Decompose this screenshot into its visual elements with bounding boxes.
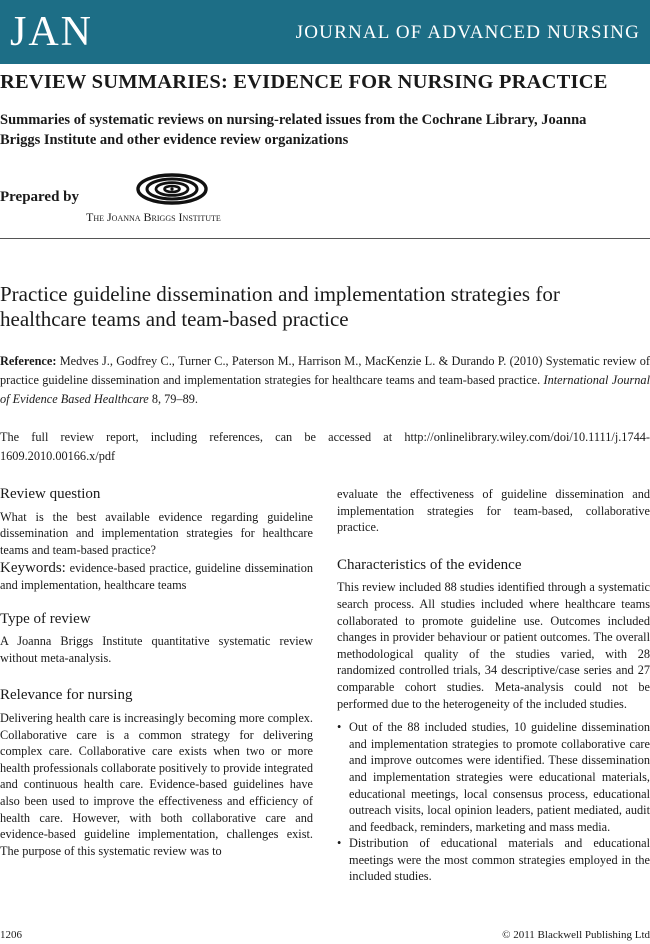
review-question-text: What is the best available evidence regarding guideline dissemination and implementation strategies for healthcare teams and team-based practice? (0, 509, 313, 557)
type-of-review-text: A Joanna Briggs Institute quantitative systematic review without meta-analysis. (0, 634, 313, 665)
copyright: © 2011 Blackwell Publishing Ltd (502, 929, 650, 941)
review-question-heading: Review question (0, 486, 101, 502)
list-item: • Out of the 88 included studies, 10 guideline dissemination and implementation strategies to promote collaborative care and improve outcomes were identified. These dissemination and implementation strategies were educational materials, educational meetings, local consensus process, educational outreach visits, local opinion leaders, patient mediated, audit and feedback, reminders, marketing and mass media. (337, 719, 650, 835)
continued-text: evaluate the effectiveness of guideline dissemination and implementation strategies for team-based, collaborative practice. (337, 487, 650, 535)
characteristics-text: This review included 88 studies identified through a systematic search process. All studies included where healthcare teams collaborated to promote guideline use. Outcomes included changes in provider behaviour or patient outcomes. The overall methodological quality of the studies varied, with 28 randomized controlled trials, 34 descriptive/case series and 27 comparable cohort studies. Meta-analysis could not be performed due to the heterogeneity of the included studies. (337, 580, 650, 711)
journal-banner (0, 0, 650, 64)
right-column (337, 486, 650, 885)
characteristics-heading: Characteristics of the evidence (337, 556, 522, 573)
page-number: 1206 (0, 929, 22, 941)
reference-journal: International Journal of Evidence Based Healthcare (0, 373, 650, 406)
article-title: Practice guideline dissemination and implementation strategies for healthcare teams and team-based practice (0, 282, 560, 331)
keywords (0, 560, 313, 593)
prepared-by-label: Prepared by (0, 189, 80, 205)
list-item: • Distribution of educational materials and educational meetings were the most common strategies employed in the included studies. (337, 835, 650, 885)
journal-name: JOURNAL OF ADVANCED NURSING (295, 22, 640, 43)
header-divider (0, 238, 650, 239)
reference-paragraph (0, 352, 650, 409)
reference-text: Medves J., Godfrey C., Turner C., Paterson M., Harrison M., MacKenzie L. & Durando P. (2010) Systematic review of practice guideline dissemination and implementation strategies for healthcare teams and team-based practice. (0, 354, 650, 387)
jbi-logo-text: The Joanna Briggs Institute (86, 210, 221, 224)
keywords-label: Keywords: (0, 560, 66, 577)
relevance-heading: Relevance for nursing (0, 687, 133, 704)
findings-list (337, 719, 650, 885)
left-column (0, 486, 313, 859)
access-paragraph: The full review report, including references, can be accessed at http://onlinelibrary.wiley.com/doi/10.1111/j.1744-1609.2010.00166.x/pdf (0, 430, 650, 463)
type-of-review-heading: Type of review (0, 610, 91, 627)
keywords-text: evidence-based practice, guideline dissemination and implementation, healthcare teams (0, 561, 314, 592)
relevance-text: Delivering health care is increasingly becoming more complex. Collaborative care is a common strategy for delivering complex care. Collaborative care exists when two or more health professionals collaborate positively to provide integrated and continuous health care. Evidence-based guidelines have also been used to improve the effectiveness and efficiency of health care. However, with both collaborative care and evidence-based guideline implementation, challenges exist. The purpose of this systematic review was to (0, 710, 313, 858)
reference-label: Reference: (0, 354, 57, 368)
reference-volume: 8, 79–89. (151, 392, 198, 406)
jbi-spiral-icon (86, 173, 256, 209)
jbi-logo (86, 173, 256, 229)
section-title: REVIEW SUMMARIES: EVIDENCE FOR NURSING PRACTICE (0, 71, 608, 93)
journal-abbreviation: JAN (10, 9, 94, 55)
section-subtitle: Summaries of systematic reviews on nursing-related issues from the Cochrane Library, Joanna Briggs Institute and other evidence review organizations (0, 112, 587, 148)
